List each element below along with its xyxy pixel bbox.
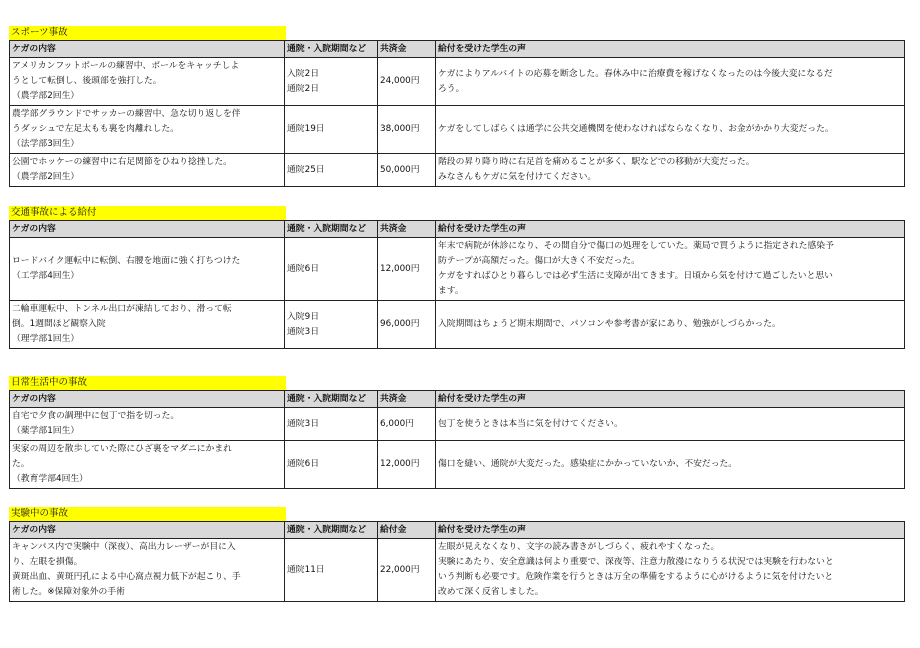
voice-line: 実験にあたり、安全意識は何より重要で、深夜等、注意力散漫になりうる状況では実験を行わないと — [438, 557, 834, 567]
voice-line: ケガによりアルバイトの応募を断念した。春休み中に治療費を稼げなくなったのは今後大変になるだ — [438, 68, 833, 79]
injury-line: （工学部4回生） — [12, 271, 80, 281]
injury-line: 公園でホッケーの練習中に右足関節をひねり捻挫した。 — [12, 157, 232, 167]
section-sports — [9, 26, 904, 187]
header-amount: 給付金 — [378, 522, 436, 539]
table-row — [10, 441, 905, 489]
injury-line: ロードバイク運転中に転倒、右腰を地面に強く打ちつけた — [12, 256, 241, 266]
voice-line: 年末で病院が休診になり、その間自分で傷口の処理をしていた。薬局で買うように指定された感染予 — [438, 241, 834, 251]
amount-cell: 96,000円 — [378, 301, 436, 349]
injury-line: 二輪車運転中、トンネル出口が凍結しており、滑って転 — [12, 304, 232, 314]
voice-line: みなさんもケガに気を付けてください。 — [438, 172, 597, 182]
period-line: 通院3日 — [287, 326, 319, 337]
voice-line: 包丁を使うときは本当に気を付けてください。 — [438, 418, 623, 429]
accident-table — [9, 220, 905, 349]
table-row — [10, 238, 905, 301]
accident-table — [9, 40, 905, 187]
voice-line: 改めて深く反省しました。 — [438, 587, 544, 597]
header-injury: ケガの内容 — [10, 41, 285, 58]
accident-table — [9, 521, 905, 602]
voice-line: 階段の昇り降り時に右足首を痛めることが多く、駅などでの移動が大変だった。 — [438, 157, 755, 167]
table-body — [10, 238, 905, 349]
table-row — [10, 539, 905, 602]
injury-line: アメリカンフットボールの練習中、ボールをキャッチしよ — [12, 61, 240, 71]
period-line: 通院19日 — [287, 124, 325, 134]
injury-cell — [10, 301, 285, 349]
voice-cell — [436, 408, 905, 441]
injury-line: （法学部3回生） — [12, 139, 80, 149]
voice-line: ろう。 — [438, 83, 465, 94]
table-header — [10, 41, 905, 58]
period-line: 通院2日 — [287, 83, 319, 94]
voice-line: ます。 — [438, 286, 464, 296]
table-row — [10, 301, 905, 349]
voice-cell — [436, 301, 905, 349]
injury-line: うダッシュで左足太もも裏を肉離れした。 — [12, 124, 179, 134]
injury-cell — [10, 154, 285, 187]
amount-cell: 50,000円 — [378, 154, 436, 187]
table-body — [10, 58, 905, 187]
injury-line: 倒。1週間ほど観察入院 — [12, 319, 106, 329]
period-line: 通院25日 — [287, 164, 325, 175]
voice-line: 入院期間はちょうど期末期間で、パソコンや参考書が家にあり、勉強がしづらかった。 — [438, 319, 781, 329]
section-daily — [9, 376, 904, 489]
injury-cell — [10, 408, 285, 441]
header-row — [10, 41, 905, 58]
period-line: 通院3日 — [287, 418, 319, 429]
table-row — [10, 154, 905, 187]
injury-cell — [10, 238, 285, 301]
header-amount: 共済金 — [378, 391, 436, 408]
section-title: スポーツ事故 — [9, 26, 286, 40]
period-cell — [285, 58, 378, 106]
injury-line: （理学部1回生） — [12, 334, 80, 344]
section-title: 日常生活中の事故 — [9, 376, 286, 390]
injury-line: キャンパス内で実験中（深夜）、高出力レーザーが目に入 — [12, 542, 236, 552]
voice-line: ケガをしてしばらくは通学に公共交通機関を使わなければならなくなり、お金がかかり大変だった。 — [438, 124, 834, 134]
injury-line: （農学部2回生） — [12, 172, 80, 182]
accident-table — [9, 390, 905, 489]
injury-cell — [10, 539, 285, 602]
header-period: 通院・入院期間など — [285, 221, 378, 238]
header-voice: 給付を受けた学生の声 — [436, 522, 905, 539]
injury-cell — [10, 441, 285, 489]
header-voice: 給付を受けた学生の声 — [436, 391, 905, 408]
voice-cell — [436, 58, 905, 106]
voice-line: 左眼が見えなくなり、文字の読み書きがしづらく、疲れやすくなった。 — [438, 542, 720, 552]
injury-line: り、左眼を損傷。 — [12, 557, 83, 567]
voice-line: ケガをすればひとり暮らしでは必ず生活に支障が出てきます。日頃から気を付けて過ごしたいと思い — [438, 271, 833, 281]
injury-cell — [10, 106, 285, 154]
voice-cell — [436, 154, 905, 187]
header-row — [10, 221, 905, 238]
header-row — [10, 522, 905, 539]
header-period: 通院・入院期間など — [285, 522, 378, 539]
injury-line: 黄斑出血、黄斑円孔による中心窩点視力低下が起こり、手 — [12, 572, 241, 582]
injury-line: 自宅で夕食の調理中に包丁で指を切った。 — [12, 411, 180, 421]
voice-cell — [436, 539, 905, 602]
amount-cell: 24,000円 — [378, 58, 436, 106]
amount-cell: 12,000円 — [378, 441, 436, 489]
header-injury: ケガの内容 — [10, 391, 285, 408]
header-amount: 共済金 — [378, 221, 436, 238]
period-line: 通院11日 — [287, 564, 325, 575]
voice-line: 防テープが高額だった。傷口が大きく不安だった。 — [438, 256, 640, 266]
section-traffic — [9, 206, 904, 349]
injury-cell — [10, 58, 285, 106]
table-row — [10, 408, 905, 441]
amount-cell: 38,000円 — [378, 106, 436, 154]
table-row — [10, 58, 905, 106]
amount-cell: 6,000円 — [378, 408, 436, 441]
injury-line: （農学部2回生） — [12, 91, 80, 101]
header-period: 通院・入院期間など — [285, 41, 378, 58]
header-voice: 給付を受けた学生の声 — [436, 221, 905, 238]
period-line: 通院6日 — [287, 459, 319, 469]
injury-line: た。 — [12, 459, 30, 469]
period-cell — [285, 441, 378, 489]
period-cell — [285, 238, 378, 301]
period-line: 入院2日 — [287, 68, 319, 79]
header-row — [10, 391, 905, 408]
header-voice: 給付を受けた学生の声 — [436, 41, 905, 58]
section-title: 交通事故による給付 — [9, 206, 286, 220]
injury-line: 農学部グラウンドでサッカーの練習中、急な切り返しを伴 — [12, 109, 241, 119]
header-injury: ケガの内容 — [10, 522, 285, 539]
period-line: 通院6日 — [287, 263, 319, 274]
amount-cell: 12,000円 — [378, 238, 436, 301]
section-title: 実験中の事故 — [9, 507, 286, 521]
injury-line: （教育学部4回生） — [12, 474, 88, 484]
section-experiment — [9, 507, 904, 602]
period-cell — [285, 301, 378, 349]
voice-line: いう判断も必要です。危険作業を行うときは万全の準備をするように心がけるように気を付けたいと — [438, 572, 834, 582]
table-body — [10, 408, 905, 489]
injury-line: うとして転倒し、後頭部を強打した。 — [12, 76, 162, 86]
period-cell — [285, 106, 378, 154]
header-injury: ケガの内容 — [10, 221, 285, 238]
table-header — [10, 221, 905, 238]
table-row — [10, 106, 905, 154]
period-line: 入院9日 — [287, 311, 319, 322]
injury-line: 術した。※保障対象外の手術 — [12, 587, 125, 597]
period-cell — [285, 154, 378, 187]
amount-cell: 22,000円 — [378, 539, 436, 602]
header-period: 通院・入院期間など — [285, 391, 378, 408]
table-body — [10, 539, 905, 602]
voice-line: 傷口を縫い、通院が大変だった。感染症にかかっていないか、不安だった。 — [438, 459, 738, 469]
injury-line: （薬学部1回生） — [12, 426, 80, 436]
header-amount: 共済金 — [378, 41, 436, 58]
table-header — [10, 391, 905, 408]
voice-cell — [436, 106, 905, 154]
injury-line: 実家の周辺を散歩していた際にひざ裏をマダニにかまれ — [12, 444, 232, 454]
table-header — [10, 522, 905, 539]
voice-cell — [436, 238, 905, 301]
period-cell — [285, 539, 378, 602]
voice-cell — [436, 441, 905, 489]
period-cell — [285, 408, 378, 441]
